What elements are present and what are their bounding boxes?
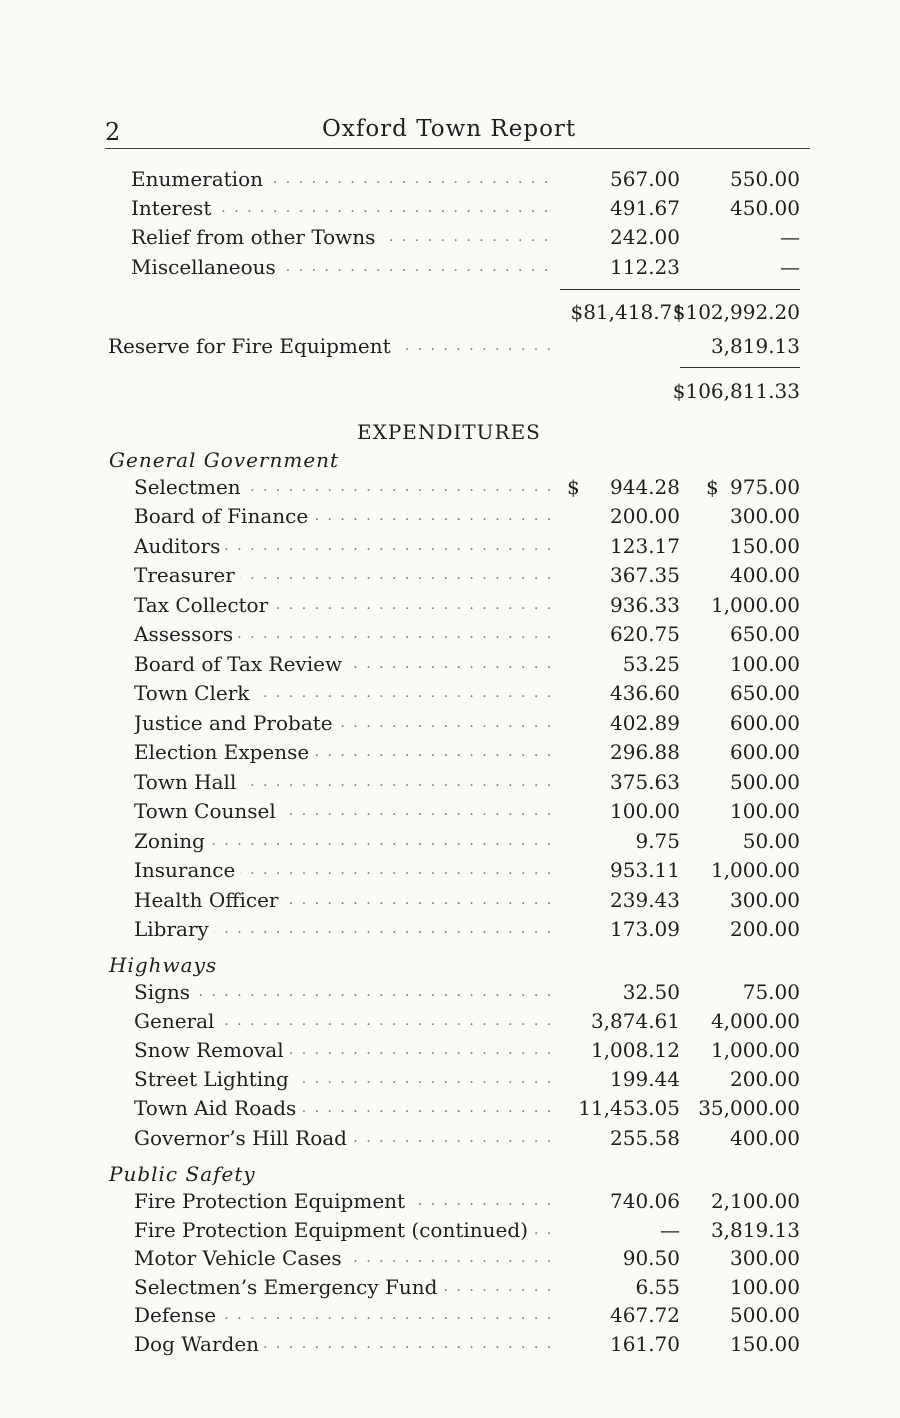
row-label: Selectmen . . . [134, 473, 558, 501]
total-rule [560, 289, 800, 290]
actual-value: 100.00 [610, 799, 680, 823]
table-row [0, 768, 900, 796]
row-label: Insurance . . . [134, 856, 558, 884]
row-label: Assessors . . . [134, 620, 558, 648]
budget-value: 3,819.13 [710, 1218, 800, 1242]
budget-value: 500.00 [730, 770, 800, 794]
actual-value: 944.28 [610, 475, 680, 499]
table-row [0, 650, 900, 678]
row-label: Fire Protection Equipment . . . [134, 1187, 558, 1215]
row-label: Fire Protection Equipment (continued) . . . [134, 1216, 558, 1244]
budget-value: 50.00 [742, 829, 800, 853]
row-label: Miscellaneous . . . [131, 253, 558, 281]
row-label: Town Aid Roads . . . [134, 1094, 558, 1122]
actual-value: 436.60 [610, 681, 680, 705]
dollar-sign: $ [567, 475, 580, 499]
actual-value: 367.35 [610, 563, 680, 587]
table-row [0, 223, 900, 251]
row-label: Board of Tax Review . . . [134, 650, 558, 678]
table-row [0, 1244, 900, 1272]
actual-value: 953.11 [610, 858, 680, 882]
receipts-total-row [0, 298, 900, 326]
category-heading: Highways [109, 953, 218, 977]
budget-value: 650.00 [730, 622, 800, 646]
budget-value: 550.00 [730, 167, 800, 191]
row-label: Signs . . . [134, 978, 558, 1006]
budget-value: 100.00 [730, 1275, 800, 1299]
budget-value: 300.00 [730, 888, 800, 912]
row-label: Tax Collector . . . [134, 591, 558, 619]
row-label: Town Clerk . . . [134, 679, 558, 707]
reserve-label: Reserve for Fire Equipment . . . [108, 332, 558, 360]
actual-value: 173.09 [610, 917, 680, 941]
budget-value: 500.00 [730, 1303, 800, 1327]
table-row [0, 1007, 900, 1035]
actual-value: 32.50 [622, 980, 680, 1004]
row-label: Street Lighting . . . [134, 1065, 558, 1093]
actual-value: 11,453.05 [578, 1096, 680, 1120]
grand-total: $106,811.33 [672, 379, 800, 403]
table-row [0, 620, 900, 648]
table-row [0, 1036, 900, 1064]
actual-value: 53.25 [622, 652, 680, 676]
actual-value: 6.55 [635, 1275, 680, 1299]
actual-value: 112.23 [610, 255, 680, 279]
actual-value: 3,874.61 [590, 1009, 680, 1033]
row-label: Town Hall . . . [134, 768, 558, 796]
table-row [0, 473, 900, 501]
table-row [0, 1094, 900, 1122]
row-label: Justice and Probate . . . [134, 709, 558, 737]
row-label: Health Officer . . . [134, 886, 558, 914]
actual-value: 9.75 [635, 829, 680, 853]
table-row [0, 1301, 900, 1329]
budget-value: 600.00 [730, 740, 800, 764]
row-label: Treasurer . . . [134, 561, 558, 589]
table-row [0, 738, 900, 766]
table-row [0, 165, 900, 193]
budget-value: 1,000.00 [710, 593, 800, 617]
budget-value: 100.00 [730, 652, 800, 676]
dollar-sign: $ [706, 475, 719, 499]
budget-value: — [780, 225, 800, 249]
table-row [0, 827, 900, 855]
table-row [0, 1187, 900, 1215]
row-label: Library . . . [134, 915, 558, 943]
row-label: Selectmen’s Emergency Fund . . . [134, 1273, 558, 1301]
row-label: General . . . [134, 1007, 558, 1035]
table-row [0, 253, 900, 281]
table-row [0, 797, 900, 825]
budget-value: 300.00 [730, 504, 800, 528]
table-row [0, 532, 900, 560]
actual-value: 467.72 [610, 1303, 680, 1327]
row-label: Relief from other Towns . . . [131, 223, 558, 251]
budget-value: 1,000.00 [710, 858, 800, 882]
row-label: Governor’s Hill Road . . . [134, 1124, 558, 1152]
budget-value: 975.00 [730, 475, 800, 499]
category-heading: Public Safety [109, 1162, 256, 1186]
row-label: Dog Warden . . . [134, 1330, 558, 1358]
row-label: Enumeration . . . [131, 165, 558, 193]
grand-total-row [0, 377, 900, 405]
table-row [0, 886, 900, 914]
row-label: Interest . . . [131, 194, 558, 222]
budget-value: 400.00 [730, 563, 800, 587]
row-label: Town Counsel . . . [134, 797, 558, 825]
table-row [0, 978, 900, 1006]
row-label: Board of Finance . . . [134, 502, 558, 530]
row-label: Motor Vehicle Cases . . . [134, 1244, 558, 1272]
budget-value: 4,000.00 [710, 1009, 800, 1033]
actual-value: 123.17 [610, 534, 680, 558]
grand-total-rule [680, 367, 800, 368]
row-label: Election Expense . . . [134, 738, 558, 766]
reserve-row [0, 332, 900, 360]
actual-value: 491.67 [610, 196, 680, 220]
budget-value: 1,000.00 [710, 1038, 800, 1062]
page-number: 2 [105, 118, 121, 146]
actual-value: 375.63 [610, 770, 680, 794]
budget-value: 150.00 [730, 1332, 800, 1356]
receipts-total-budget: $102,992.20 [672, 300, 800, 324]
row-label: Auditors . . . [134, 532, 558, 560]
actual-value: 239.43 [610, 888, 680, 912]
budget-value: 450.00 [730, 196, 800, 220]
actual-value: 200.00 [610, 504, 680, 528]
table-row [0, 194, 900, 222]
reserve-budget: 3,819.13 [710, 334, 800, 358]
budget-value: 150.00 [730, 534, 800, 558]
table-row [0, 561, 900, 589]
actual-value: 567.00 [610, 167, 680, 191]
table-row [0, 915, 900, 943]
actual-value: 199.44 [610, 1067, 680, 1091]
budget-value: 75.00 [742, 980, 800, 1004]
header-rule [105, 148, 810, 149]
budget-value: 100.00 [730, 799, 800, 823]
table-row [0, 502, 900, 530]
actual-value: 296.88 [610, 740, 680, 764]
row-label: Zoning . . . [134, 827, 558, 855]
page-title: Oxford Town Report [322, 116, 577, 142]
table-row [0, 1273, 900, 1301]
budget-value: 2,100.00 [710, 1189, 800, 1213]
budget-value: 300.00 [730, 1246, 800, 1270]
page-header [105, 114, 810, 150]
category-heading: General Government [109, 448, 340, 472]
budget-value: 650.00 [730, 681, 800, 705]
actual-value: 242.00 [610, 225, 680, 249]
table-row [0, 709, 900, 737]
actual-value: 620.75 [610, 622, 680, 646]
actual-value: 90.50 [622, 1246, 680, 1270]
actual-value: 740.06 [610, 1189, 680, 1213]
budget-value: 200.00 [730, 1067, 800, 1091]
budget-value: — [780, 255, 800, 279]
table-row [0, 1124, 900, 1152]
actual-value: 1,008.12 [590, 1038, 680, 1062]
table-row [0, 1065, 900, 1093]
row-label: Snow Removal . . . [134, 1036, 558, 1064]
actual-value: 161.70 [610, 1332, 680, 1356]
actual-value: 402.89 [610, 711, 680, 735]
budget-value: 600.00 [730, 711, 800, 735]
row-label: Defense . . . [134, 1301, 558, 1329]
budget-value: 400.00 [730, 1126, 800, 1150]
table-row [0, 679, 900, 707]
receipts-total-actual: $81,418.71 [570, 300, 685, 324]
table-row [0, 591, 900, 619]
actual-value: 255.58 [610, 1126, 680, 1150]
expenditures-heading: EXPENDITURES [357, 420, 541, 444]
budget-value: 200.00 [730, 917, 800, 941]
table-row [0, 856, 900, 884]
budget-value: 35,000.00 [698, 1096, 800, 1120]
table-row [0, 1216, 900, 1244]
table-row [0, 1330, 900, 1358]
actual-value: 936.33 [610, 593, 680, 617]
actual-value: — [660, 1218, 680, 1242]
